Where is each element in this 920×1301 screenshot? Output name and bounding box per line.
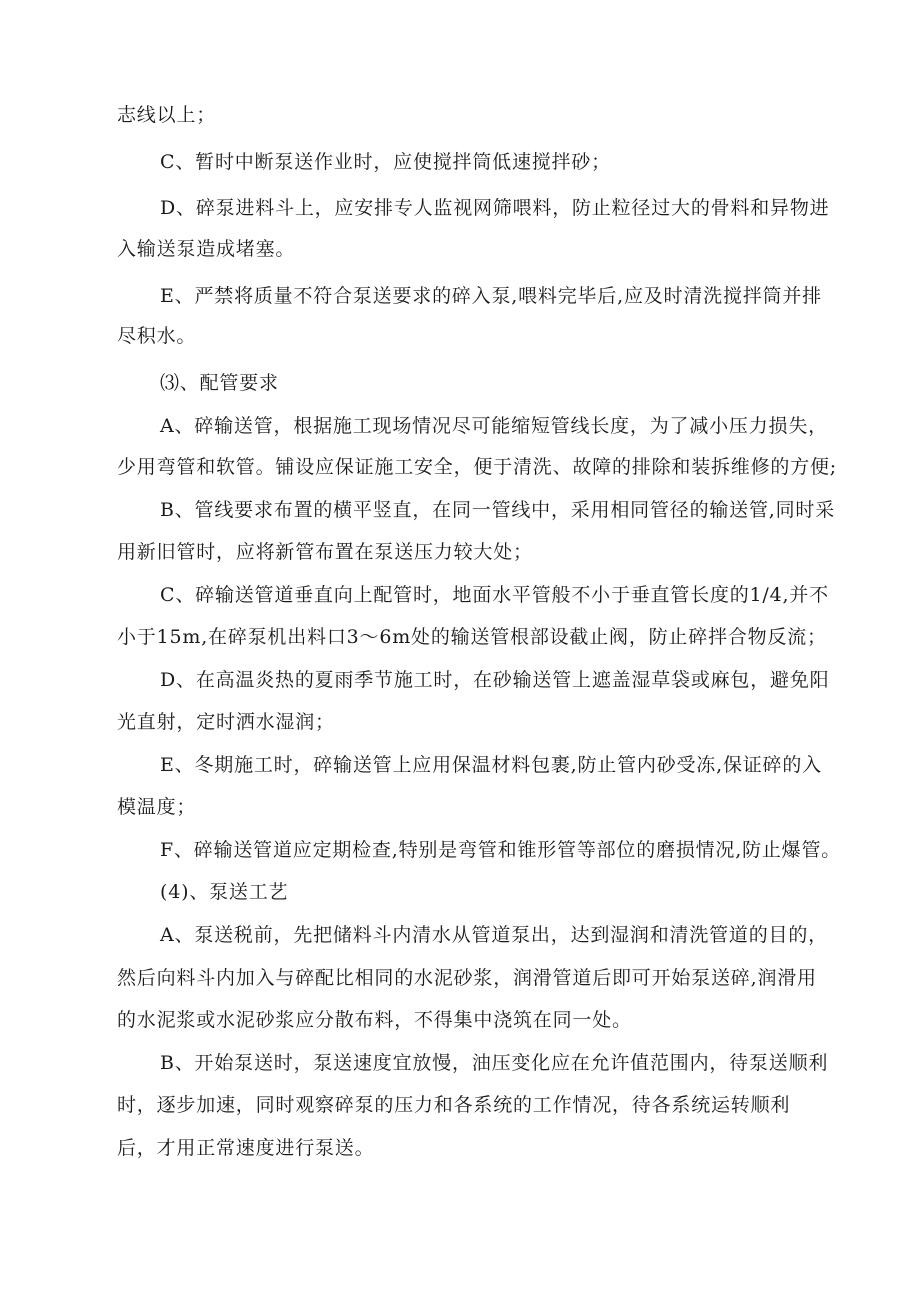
text-line: 模温度；	[117, 796, 197, 818]
text-line: 用新旧管时，应将新管布置在泵送压力较大处；	[117, 541, 533, 563]
text-line: A、泵送税前，先把储料斗内清水从管道泵出，达到湿润和清洗管道的目的，	[160, 924, 828, 946]
text-line: D、在高温炎热的夏雨季节施工时，在砂输送管上遮盖湿草袋或麻包，避免阳	[160, 669, 830, 691]
text-line: F、碎输送管道应定期检查,特别是弯管和锥形管等部位的磨损情况,防止爆管。	[160, 839, 842, 861]
text-line: B、开始泵送时，泵送速度宜放慢，油压变化应在允许值范围内，待泵送顺利	[160, 1052, 829, 1074]
text-line: 少用弯管和软管。铺设应保证施工安全，便于清洗、故障的排除和装拆维修的方便;	[117, 456, 838, 478]
text-line: 小于15m,在碎泵机出料口3～6m处的输送管根部设截止阀，防止碎拌合物反流；	[117, 626, 827, 648]
text-line: C、碎输送管道垂直向上配管时，地面水平管般不小于垂直管长度的1/4,并不	[160, 584, 829, 606]
text-line: E、严禁将质量不符合泵送要求的碎入泵,喂料完毕后,应及时清洗搅拌筒并排	[160, 285, 822, 307]
text-line: 的水泥浆或水泥砂浆应分散布料，不得集中浇筑在同一处。	[117, 1009, 632, 1031]
section-heading: (4)、泵送工艺	[160, 881, 289, 903]
text-line: E、冬期施工时，碎输送管上应用保温材料包裹,防止管内砂受冻,保证碎的入	[160, 754, 822, 776]
text-line: 尽积水。	[117, 325, 197, 347]
text-line: 时，逐步加速，同时观察碎泵的压力和各系统的工作情况，待各系统运转顺利	[117, 1094, 791, 1116]
text-line: 后，才用正常速度进行泵送。	[117, 1137, 375, 1159]
text-line: 志线以上；	[117, 104, 217, 126]
section-heading: ⑶、配管要求	[160, 372, 279, 394]
text-line: 入输送泵造成堵塞。	[117, 238, 296, 260]
text-line: 光直射，定时洒水湿润；	[117, 711, 335, 733]
text-line: B、管线要求布置的横平竖直，在同一管线中，采用相同管径的输送管,同时采	[160, 499, 836, 521]
text-line: D、碎泵进料斗上，应安排专人监视网筛喂料，防止粒径过大的骨料和异物进	[160, 197, 830, 219]
text-line: 然后向料斗内加入与碎配比相同的水泥砂浆，润滑管道后即可开始泵送碎,润滑用	[117, 967, 817, 989]
text-line: C、暂时中断泵送作业时，应使搅拌筒低速搅拌砂；	[160, 151, 611, 173]
text-line: A、碎输送管，根据施工现场情况尽可能缩短管线长度，为了减小压力损失，	[160, 415, 828, 437]
